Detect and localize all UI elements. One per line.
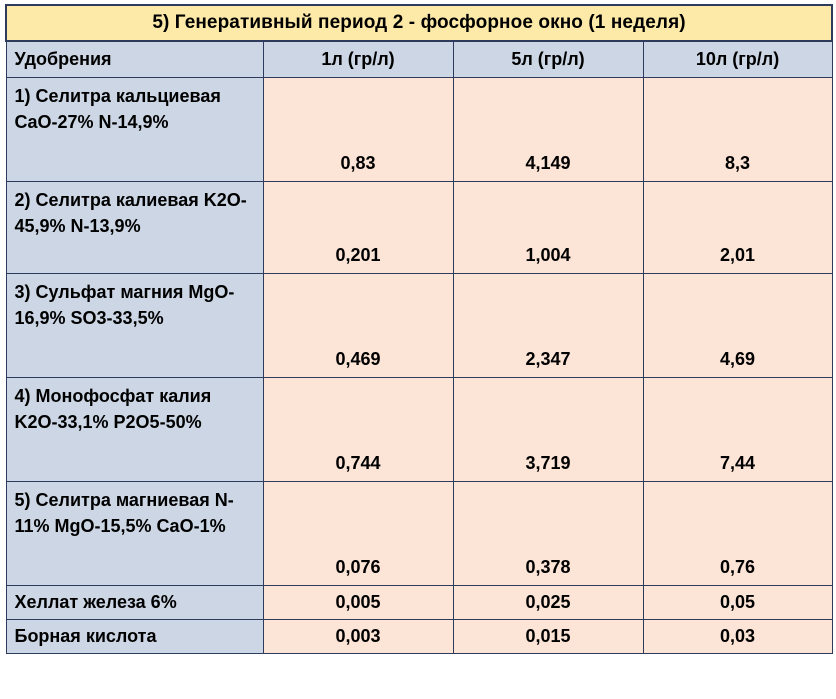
row-value-1l: 0,201 (263, 182, 453, 274)
header-row (6, 41, 832, 78)
row-name: 1) Селитра кальциевая CaO-27% N-14,9% (6, 78, 263, 182)
row-value-1l: 0,005 (263, 586, 453, 620)
row-value-5l: 0,025 (453, 586, 643, 620)
row-value-1l: 0,83 (263, 78, 453, 182)
table-row (6, 274, 832, 378)
column-header-10l: 10л (гр/л) (643, 41, 832, 78)
table-title: 5) Генеративный период 2 - фосфорное окно (1 неделя) (6, 5, 832, 41)
row-name: 5) Селитра магниевая N-11% MgO-15,5% CaO-1% (6, 482, 263, 586)
row-value-5l: 3,719 (453, 378, 643, 482)
row-name: 2) Селитра калиевая K2O-45,9% N-13,9% (6, 182, 263, 274)
row-value-10l: 7,44 (643, 378, 832, 482)
table-row (6, 78, 832, 182)
title-row (6, 5, 832, 41)
row-value-5l: 0,015 (453, 620, 643, 654)
row-value-1l: 0,469 (263, 274, 453, 378)
table-row (6, 586, 832, 620)
table-row (6, 378, 832, 482)
row-value-1l: 0,076 (263, 482, 453, 586)
row-value-10l: 0,03 (643, 620, 832, 654)
row-value-10l: 8,3 (643, 78, 832, 182)
column-header-name: Удобрения (6, 41, 263, 78)
row-value-10l: 0,05 (643, 586, 832, 620)
fertilizer-table (5, 4, 833, 654)
table-row (6, 182, 832, 274)
row-value-1l: 0,744 (263, 378, 453, 482)
row-name: 3) Сульфат магния MgO-16,9% SO3-33,5% (6, 274, 263, 378)
table-body (6, 5, 832, 654)
row-value-5l: 1,004 (453, 182, 643, 274)
column-header-5l: 5л (гр/л) (453, 41, 643, 78)
row-value-5l: 4,149 (453, 78, 643, 182)
table-row (6, 482, 832, 586)
row-value-5l: 0,378 (453, 482, 643, 586)
row-value-10l: 2,01 (643, 182, 832, 274)
row-name: Борная кислота (6, 620, 263, 654)
row-name: 4) Монофосфат калия K2O-33,1% P2O5-50% (6, 378, 263, 482)
row-value-1l: 0,003 (263, 620, 453, 654)
row-value-10l: 4,69 (643, 274, 832, 378)
row-value-5l: 2,347 (453, 274, 643, 378)
row-value-10l: 0,76 (643, 482, 832, 586)
row-name: Хеллат железа 6% (6, 586, 263, 620)
table-row (6, 620, 832, 654)
column-header-1l: 1л (гр/л) (263, 41, 453, 78)
